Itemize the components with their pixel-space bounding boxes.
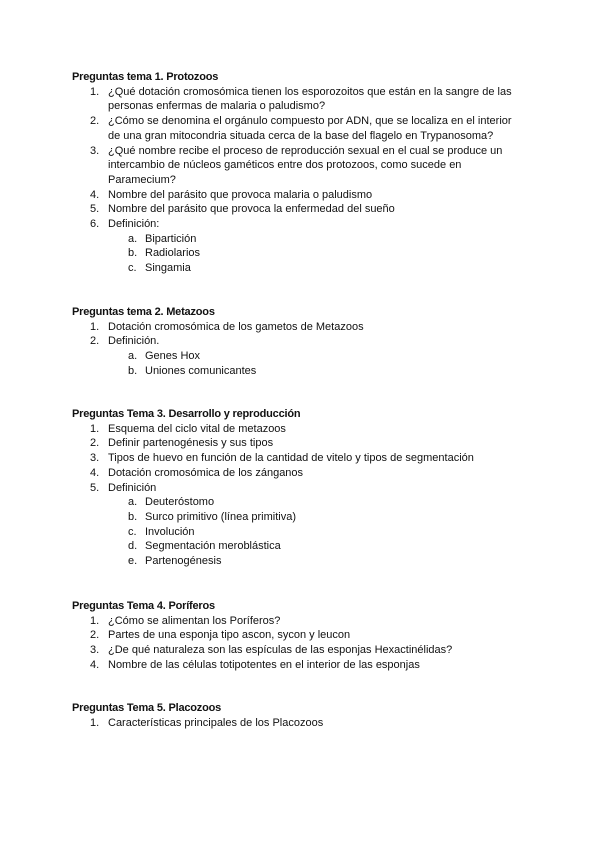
sub-list-item — [72, 246, 522, 261]
item-text: Nombre de las células totipotentes en el interior de las esponjas — [108, 658, 420, 671]
list-item — [72, 422, 522, 437]
sub-item-text: Singamia — [145, 262, 191, 275]
sub-item-letter: b. — [128, 364, 138, 377]
question-section — [72, 599, 522, 673]
sub-item-letter: b. — [128, 247, 138, 260]
list-item — [72, 320, 522, 335]
item-text: Esquema del ciclo vital de metazoos — [108, 422, 286, 435]
list-item — [72, 716, 522, 731]
sub-list-item — [72, 364, 522, 379]
sub-item-text: Surco primitivo (línea primitiva) — [145, 510, 296, 523]
item-number: 1. — [90, 320, 100, 333]
sub-item-text: Segmentación meroblástica — [145, 540, 281, 553]
item-text: ¿Qué dotación cromosómica tienen los esporozoitos que están en la sangre de las personas enfermas de malaria o paludismo? — [108, 85, 512, 113]
question-section — [72, 407, 522, 569]
item-number: 4. — [90, 188, 100, 201]
sub-item-text: Uniones comunicantes — [145, 364, 257, 377]
section-title: Preguntas tema 1. Protozoos — [72, 71, 219, 83]
item-text: Definir partenogénesis y sus tipos — [108, 437, 274, 450]
item-number: 1. — [90, 422, 100, 435]
list-item — [72, 466, 522, 481]
sub-list-item — [72, 349, 522, 364]
sub-item-text: Genes Hox — [145, 350, 201, 363]
sub-list-item — [72, 554, 522, 569]
item-number: 2. — [90, 629, 100, 642]
item-number: 1. — [90, 716, 100, 729]
sub-list-item — [72, 495, 522, 510]
section-title: Preguntas tema 2. Metazoos — [72, 306, 215, 318]
section-title: Preguntas Tema 5. Placozoos — [72, 702, 222, 714]
sub-list-item — [72, 525, 522, 540]
item-text: ¿Cómo se alimentan los Poríferos? — [108, 614, 281, 627]
sub-list-item — [72, 539, 522, 554]
list-item — [72, 643, 522, 658]
list-item — [72, 658, 522, 673]
sub-item-letter: a. — [128, 350, 138, 363]
sub-item-letter: a. — [128, 496, 138, 509]
list-item — [72, 451, 522, 466]
section-title: Preguntas Tema 3. Desarrollo y reproducción — [72, 408, 301, 420]
question-section — [72, 70, 522, 276]
item-text: Características principales de los Placozoos — [108, 716, 324, 729]
list-item — [72, 628, 522, 643]
sub-list-item — [72, 232, 522, 247]
item-number: 3. — [90, 452, 100, 465]
sub-list-item — [72, 261, 522, 276]
sub-item-text: Involución — [145, 525, 195, 538]
item-text: ¿Cómo se denomina el orgánulo compuesto por ADN, que se localiza en el interior de una gran mitocondria situada cerca de la base del flagelo en Trypanosoma? — [108, 115, 512, 142]
item-number: 1. — [90, 614, 100, 627]
sub-item-text: Radiolarios — [145, 247, 201, 260]
sub-list-item — [72, 510, 522, 525]
list-item — [72, 436, 522, 451]
item-text: ¿De qué naturaleza son las espículas de las esponjas Hexactinélidas? — [108, 644, 453, 657]
sub-item-letter: d. — [128, 540, 138, 553]
sub-item-text: Deuteróstomo — [145, 496, 215, 509]
list-item — [72, 614, 522, 629]
item-number: 2. — [90, 437, 100, 450]
item-text: Nombre del parásito que provoca la enfermedad del sueño — [108, 203, 395, 216]
list-item — [72, 202, 522, 217]
list-item — [72, 481, 522, 496]
item-number: 6. — [90, 218, 100, 231]
item-number: 4. — [90, 466, 100, 479]
item-number: 5. — [90, 481, 100, 494]
item-number: 1. — [90, 85, 100, 98]
list-item — [72, 334, 522, 349]
question-section — [72, 701, 522, 730]
item-text: Definición — [108, 481, 157, 494]
item-text: Definición: — [108, 218, 160, 231]
item-number: 3. — [90, 144, 100, 157]
sub-item-text: Partenogénesis — [145, 555, 222, 568]
item-number: 2. — [90, 335, 100, 348]
list-item — [72, 188, 522, 203]
item-text: ¿Qué nombre recibe el proceso de reproducción sexual en el cual se produce un intercambio de núcleos gaméticos entre dos protozoos, como sucede en Paramecium? — [108, 144, 503, 186]
sub-item-letter: b. — [128, 510, 138, 523]
list-item — [72, 217, 522, 232]
sub-item-letter: c. — [128, 262, 137, 275]
section-title: Preguntas Tema 4. Poríferos — [72, 600, 215, 612]
item-text: Definición. — [108, 335, 160, 348]
sub-item-letter: c. — [128, 525, 137, 538]
item-number: 2. — [90, 115, 100, 128]
sub-item-text: Bipartición — [145, 232, 197, 245]
item-number: 4. — [90, 658, 100, 671]
item-number: 3. — [90, 644, 100, 657]
item-text: Dotación cromosómica de los zánganos — [108, 466, 304, 479]
list-item — [72, 114, 522, 143]
item-text: Nombre del parásito que provoca malaria o paludismo — [108, 188, 373, 201]
item-text: Dotación cromosómica de los gametos de Metazoos — [108, 320, 364, 333]
sub-item-letter: a. — [128, 232, 138, 245]
sub-item-letter: e. — [128, 555, 138, 568]
list-item — [72, 85, 522, 114]
item-text: Tipos de huevo en función de la cantidad de vitelo y tipos de segmentación — [108, 452, 474, 465]
question-section — [72, 305, 522, 379]
item-number: 5. — [90, 203, 100, 216]
item-text: Partes de una esponja tipo ascon, sycon y leucon — [108, 629, 351, 642]
list-item — [72, 144, 522, 188]
